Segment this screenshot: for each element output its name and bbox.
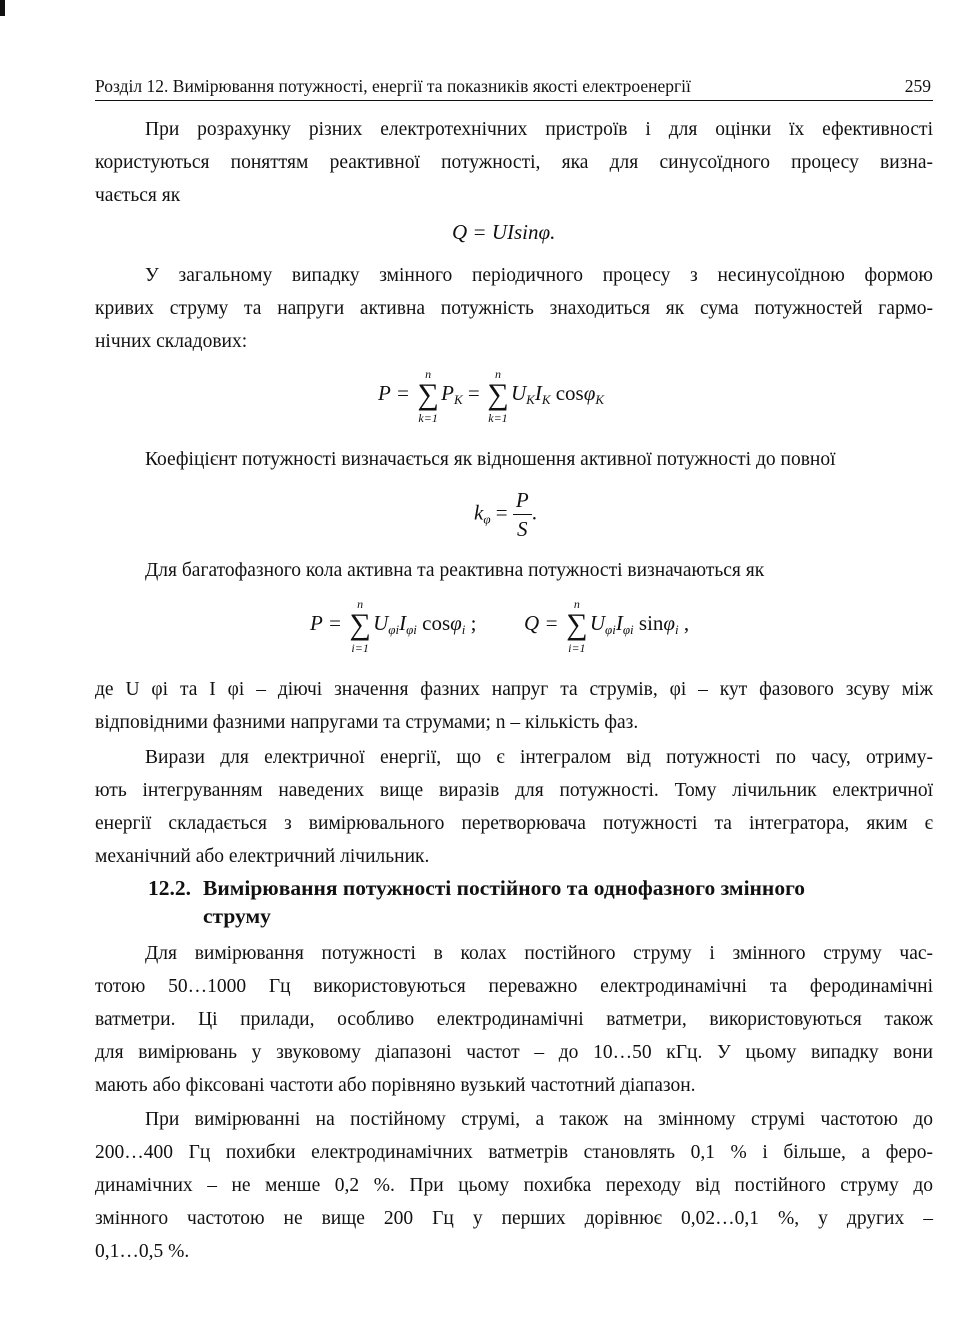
formula-active-power-harmonics: P = n ∑ k=1 $P_K$ = n ∑ k=1 $U_KI_K$ cosφ$_K$	[378, 367, 605, 425]
paragraph-power-factor: Коефіцієнт потужності визначається як відношення активної потужності до повної	[145, 449, 836, 470]
sum-symbol: n ∑ k=1	[487, 367, 509, 425]
formula-polyphase-p: P = n ∑ i=1 $U_{\varphi i}I_{\varphi i}$ cosφ$_i$ ;	[310, 597, 477, 655]
running-title: Розділ 12. Вимірювання потужності, енергії та показників якості електроенергії	[95, 76, 691, 96]
paragraph-reactive-power: При розрахунку різних електротехнічних пристроїв і для оцінки їх ефективності користуються поняттям реактивної потужності, яка для синусоїдного процесу визна- чається як	[95, 119, 933, 206]
scan-mark	[0, 0, 5, 16]
page-number: 259	[904, 76, 931, 96]
paragraph-wattmeters: Для вимірювання потужності в колах постійного струму і змінного струму час- тотою 50…1000 Гц використовуються переважно електродинамічні та феродинамічні ватметри. Ці прилади, особливо електродинамічні ватметри, використовуються також для вимірювань у звуковому діапазоні частот – до 10…50 кГц. У цьому випадку вони мають або фіксовані частоти або порівняно вузький частотний діапазон.	[95, 943, 933, 1096]
sum-symbol: n ∑ k=1	[417, 367, 439, 425]
sum-symbol: n ∑ i=1	[566, 597, 588, 655]
formula-reactive-power: Q = UIsinφ.	[452, 220, 556, 244]
paragraph-definitions: де U φi та I φi – діючі значення фазних напруг та струмів, φi – кут фазового зсуву між відповідними фазними напругами та струмами; n – кількість фаз.	[95, 679, 933, 733]
paragraph-nonsinusoidal: У загальному випадку змінного періодичного процесу з несинусоїдною формою кривих струму та напруги активна потужність знаходиться як сума потужностей гармо- нічних складових:	[95, 265, 933, 352]
section-heading	[148, 874, 938, 930]
section-title-line-2: струму	[203, 904, 271, 928]
section-title-line-1: Вимірювання потужності постійного та однофазного змінного	[203, 876, 806, 900]
fraction: $\frac{P}{S}$	[513, 486, 532, 543]
formula-power-factor: $k_\varphi$ = $\frac{P}{S}$ .	[474, 488, 537, 541]
sum-symbol: n ∑ i=1	[349, 597, 371, 655]
paragraph-errors: При вимірюванні на постійному струмі, а також на змінному струмі частотою до 200…400 Гц похибки електродинамічних ватметрів становлять 0,1 % і більше, а феро- динамічних – не менше 0,2 %. При цьому похибка переходу від постійного струму до змінного частотою не вище 200 Гц у перших дорівнює 0,02…0,1 %, у других – 0,1…0,5 %.	[95, 1109, 933, 1262]
formula-polyphase-q: Q = n ∑ i=1 $U_{\varphi i}I_{\varphi i}$ sinφ$_i$ ,	[524, 597, 690, 655]
section-number: 12.2.	[148, 876, 191, 900]
running-header	[95, 78, 933, 101]
paragraph-polyphase: Для багатофазного кола активна та реактивна потужності визначаються як	[145, 560, 765, 581]
paragraph-energy: Вирази для електричної енергії, що є інтегралом від потужності по часу, отриму- ють інтегруванням наведених вище виразів для потужності. Тому лічильник електричної енергії складається з вимірювального перетворювача потужності та інтегратора, яким є механічний або електричний лічильник.	[95, 747, 933, 867]
